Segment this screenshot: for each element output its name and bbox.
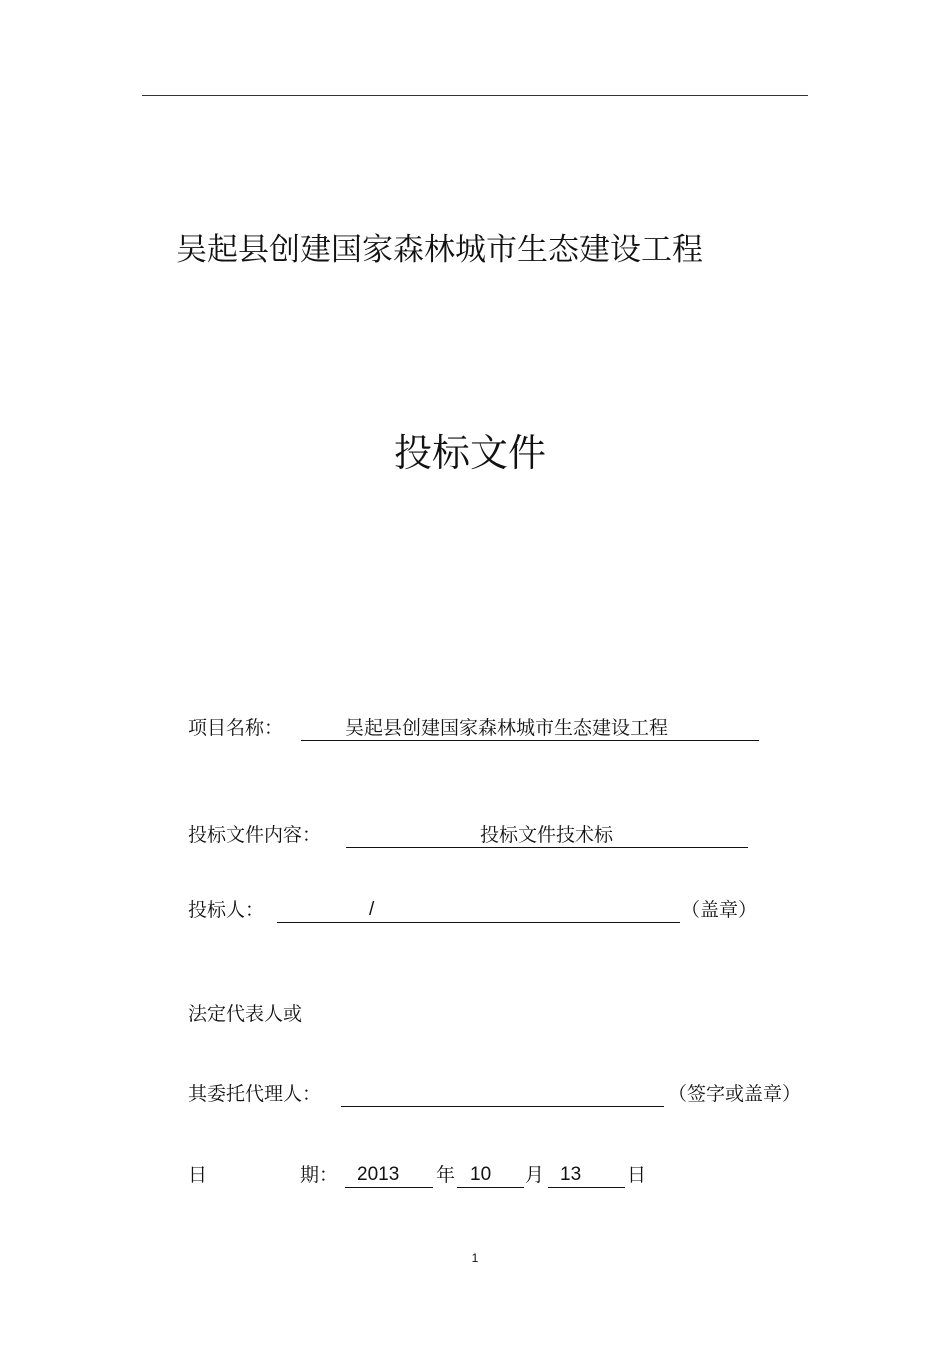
date-day-unit: 日 (627, 1164, 647, 1186)
content-field (346, 822, 748, 848)
date-year-value: 2013 (357, 1164, 400, 1185)
date-label-period: 期： (300, 1164, 339, 1186)
date-day-value: 13 (560, 1164, 582, 1185)
bidder-field (277, 897, 680, 923)
content-value: 投标文件技术标 (480, 824, 614, 846)
date-label-day: 日 (188, 1164, 208, 1186)
representative-label-line1: 法定代表人或 (188, 1003, 303, 1025)
agent-field (341, 1081, 664, 1107)
page-number: 1 (471, 1251, 479, 1265)
date-day-field (548, 1162, 625, 1188)
project-name-label: 项目名称： (188, 717, 284, 739)
date-month-field (457, 1162, 524, 1188)
project-title: 吴起县创建国家森林城市生态建设工程 (176, 232, 703, 268)
agent-label: 其委托代理人： (188, 1083, 322, 1105)
bidder-value: / (369, 899, 375, 920)
header-rule (142, 95, 808, 96)
date-month-unit: 月 (525, 1164, 545, 1186)
project-name-value: 吴起县创建国家森林城市生态建设工程 (345, 717, 669, 739)
bidder-seal-note: （盖章） (681, 899, 758, 921)
agent-sign-note: （签字或盖章） (668, 1083, 802, 1105)
date-year-unit: 年 (436, 1164, 456, 1186)
content-label: 投标文件内容： (188, 824, 322, 846)
document-title: 投标文件 (393, 431, 546, 475)
date-month-value: 10 (470, 1164, 492, 1185)
bidder-label: 投标人： (188, 899, 265, 921)
date-year-field (345, 1162, 433, 1188)
project-name-field (301, 715, 759, 741)
